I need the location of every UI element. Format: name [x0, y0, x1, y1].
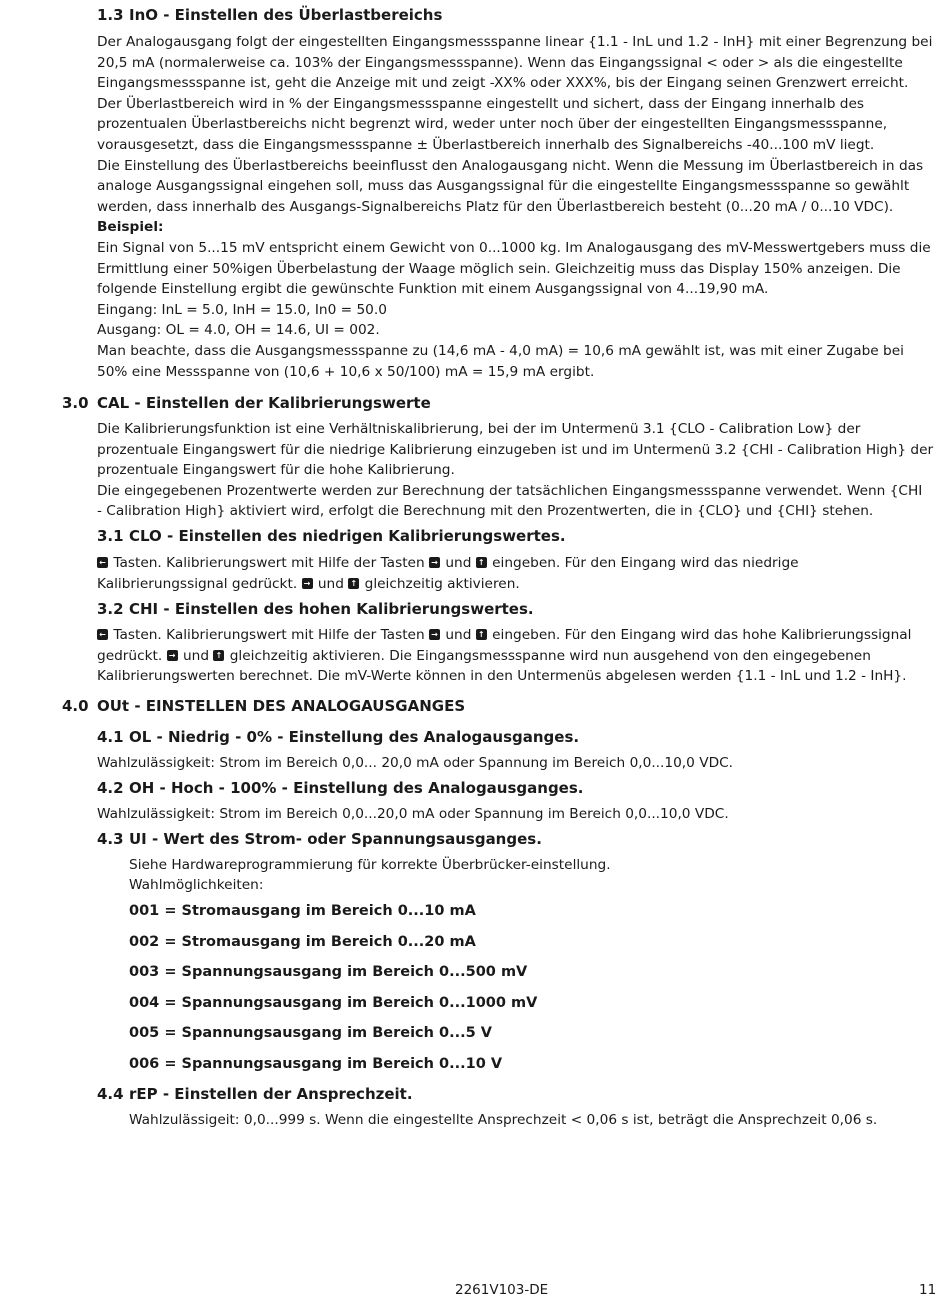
output-option-003: 003 = Spannungsausgang im Bereich 0...500 mV [129, 964, 528, 980]
output-option-005: 005 = Spannungsausgang im Bereich 0...5 V [129, 1025, 492, 1041]
output-option-002: 002 = Stromausgang im Bereich 0...20 mA [129, 934, 476, 950]
enter-key-icon [97, 557, 108, 568]
section-3-1-heading: 3.1 CLO - Einstellen des niedrigen Kalibrierungswertes. [97, 527, 566, 545]
section-4-1-heading: 4.1 OL - Niedrig - 0% - Einstellung des Analogausganges. [97, 728, 580, 746]
section-3-0-body: Die Kalibrierungsfunktion ist eine Verhältniskalibrierung, bei der im Untermenü 3.1 {CLO - Calibration Low} der prozentuale Eingangswert für die niedrige Kalibrierung einzugeben ist und im Untermenü 3.2 {CHI - Calibration High} der prozentuale Eingangswert für die hohe Kalibrierung. Die eingegebenen Prozentwerte werden zur Berechnung der tatsächlichen Eingangsmessspanne verwendet. Wenn {CHI - Calibration High} aktiviert wird, erfolgt die Berechnung mit den Prozentwerten, die in {CLO} und {CHI} stehen. [97, 421, 934, 520]
footer-page-number: 11 [919, 1282, 937, 1298]
section-3-2-heading: 3.2 CHI - Einstellen des hohen Kalibrierungswertes. [97, 600, 534, 618]
example-label: Beispiel: [97, 219, 164, 236]
right-arrow-key-icon [429, 557, 440, 568]
output-option-006: 006 = Spannungsausgang im Bereich 0...10 V [129, 1056, 503, 1072]
section-4-2-body: Wahlzulässigkeit: Strom im Bereich 0,0...20,0 mA oder Spannung im Bereich 0,0...10,0 VDC. [97, 806, 729, 822]
up-arrow-key-icon [213, 650, 224, 661]
footer-doc-id: 2261V103-DE [455, 1282, 549, 1298]
up-arrow-key-icon [348, 578, 359, 589]
section-4-4-body: Wahlzulässigeit: 0,0...999 s. Wenn die eingestellte Ansprechzeit < 0,06 s ist, beträgt die Ansprechzeit 0,06 s. [129, 1112, 878, 1128]
section-4-0-heading: 4.0 OUt - EINSTELLEN DES ANALOGAUSGANGES [62, 697, 466, 715]
right-arrow-key-icon [302, 578, 313, 589]
section-3-1-body: ← Tasten. Kalibrierungswert mit Hilfe der Tasten → und ↑ eingeben. Für den Eingang wird das niedrige Kalibrierungssignal gedrückt. → und ↑ gleichzeitig aktivieren. [97, 553, 939, 594]
section-4-2-heading: 4.2 OH - Hoch - 100% - Einstellung des Analogausganges. [97, 779, 584, 797]
section-1-3-body: Der Analogausgang folgt der eingestellten Eingangsmessspanne linear {1.1 - InL und 1.2 - InH} mit einer Begrenzung bei 20,5 mA (normalerweise ca. 103% der Eingangsmessspanne). Wenn das Eingangssignal < oder > als die eingestellte Eingangsmessspanne ist, geht die Anzeige mit und zeigt -XX% oder XXX%, bis der Eingang seinen Grenzwert erreicht. Der Überlastbereich wird in % der Eingangsmessspanne eingestellt und sichert, dass der Eingang innerhalb des prozentualen Überlastbereichs nicht begrenzt wird, weder unter noch über der eingestellten Eingangsmessspanne, vorausgesetzt, dass die Eingangsmessspanne ± Überlastbereich innerhalb des Signalbereichs -40...100 mV liegt. Die Einstellung des Überlastbereichs beeinflusst den Analogausgang nicht. Wenn die Messung im Überlastbereich in das analoge Ausgangssignal eingehen soll, muss das Ausgangssignal für die eingestellte Eingangsmessspanne so gewählt werden, dass innerhalb des Ausgangs-Signalbereichs Platz für den Überlastbereich besteht (0...20 mA / 0...10 VDC). Beispiel: Ein Signal von 5...15 mV entspricht einem Gewicht von 0...1000 kg. Im Analogausgang des mV-Messwertgebers muss die Ermittlung einer 50%igen Überbelastung der Waage möglich sein. Gleichzeitig muss das Display 150% anzeigen. Die folgende Einstellung ergibt die gewünschte Funktion mit einem Ausgangssignal von 4...19,90 mA. Eingang: InL = 5.0, InH = 15.0, In0 = 50.0 Ausgang: OL = 4.0, OH = 14.6, UI = 002. Man beachte, dass die Ausgangsmessspanne zu (14,6 mA - 4,0 mA) = 10,6 mA gewählt ist, was mit einer Zugabe bei 50% eine Messspanne von (10,6 + 10,6 x 50/100) mA = 15,9 mA ergibt. [97, 32, 939, 382]
output-option-004: 004 = Spannungsausgang im Bereich 0...1000 mV [129, 995, 538, 1011]
section-4-3-body: Siehe Hardwareprogrammierung für korrekte Überbrücker-einstellung. Wahlmöglichkeiten: [129, 857, 611, 893]
enter-key-icon [97, 629, 108, 640]
section-4-1-body: Wahlzulässigkeit: Strom im Bereich 0,0... 20,0 mA oder Spannung im Bereich 0,0...10,0 VDC. [97, 755, 734, 771]
section-4-3-heading: 4.3 UI - Wert des Strom- oder Spannungsausganges. [97, 830, 542, 848]
section-4-4-heading: 4.4 rEP - Einstellen der Ansprechzeit. [97, 1085, 413, 1103]
section-3-0-heading: 3.0 CAL - Einstellen der Kalibrierungswerte [62, 394, 431, 412]
up-arrow-key-icon [476, 629, 487, 640]
section-1-3-heading: 1.3 InO - Einstellen des Überlastbereichs [97, 6, 443, 24]
output-option-001: 001 = Stromausgang im Bereich 0...10 mA [129, 903, 476, 919]
right-arrow-key-icon [167, 650, 178, 661]
up-arrow-key-icon [476, 557, 487, 568]
section-3-2-body: ← Tasten. Kalibrierungswert mit Hilfe der Tasten → und ↑ eingeben. Für den Eingang wird das hohe Kalibrierungssignal gedrückt. → und ↑ gleichzeitig aktivieren. Die Eingangsmessspanne wird nun ausgehend von den eingegebenen Kalibrierungswerten berechnet. Die mV-Werte können in den Untermenüs abgelesen werden {1.1 - InL und 1.2 - InH}. [97, 625, 939, 687]
right-arrow-key-icon [429, 629, 440, 640]
